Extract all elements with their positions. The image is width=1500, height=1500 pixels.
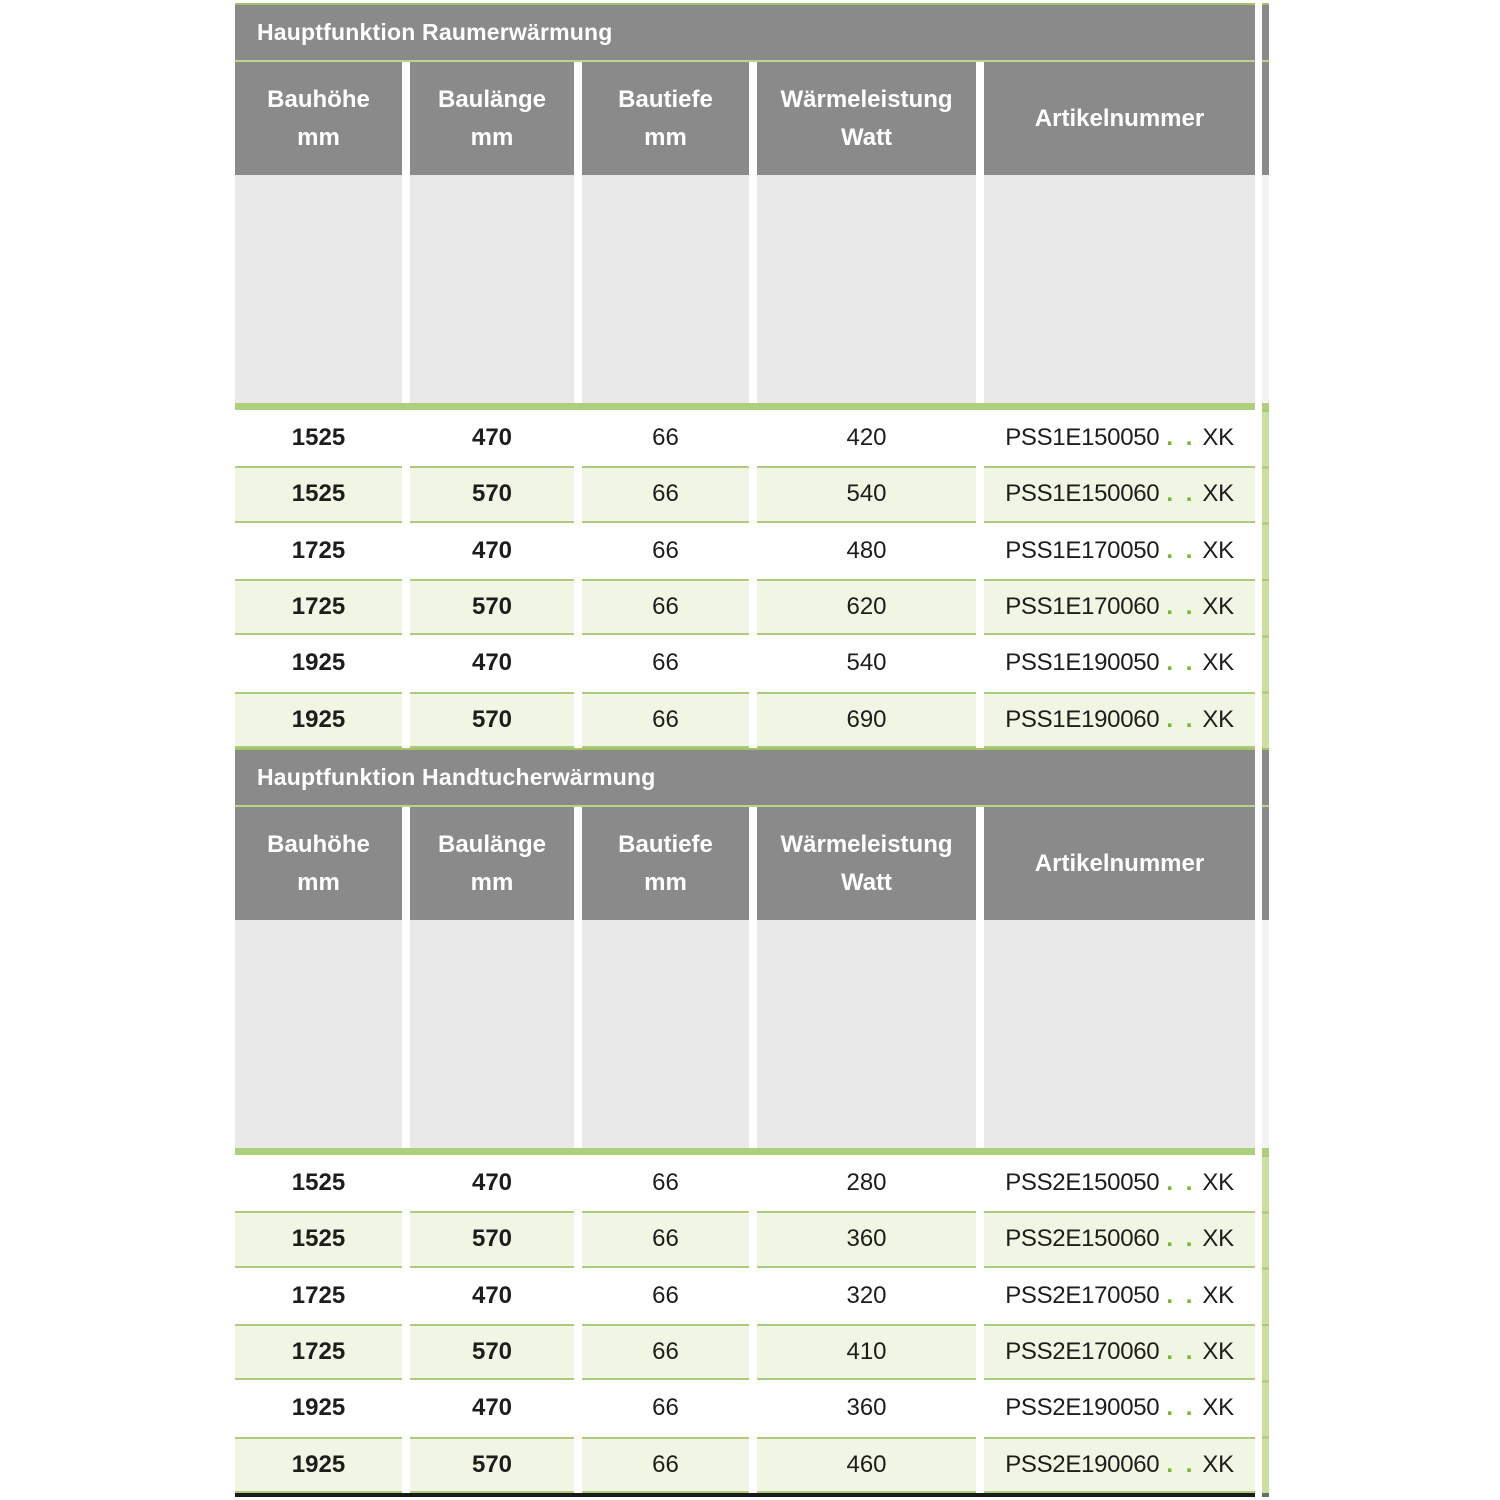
cell-baulaenge: 570 [410,1324,574,1380]
column-unit: Watt [840,123,893,151]
artikel-code: PSS2E170060 [1005,1338,1160,1366]
artikel-placeholder-dots-icon: . . [1166,593,1196,621]
cell-bautiefe: 66 [582,1211,749,1267]
cell-waermeleistung: 460 [757,1437,976,1493]
blank-cell [984,175,1255,403]
artikel-placeholder-dots-icon: . . [1166,480,1196,508]
cell-artikelnummer [984,1268,1255,1324]
table-row [235,523,1255,579]
artikel-placeholder-dots-icon: . . [1166,705,1196,733]
column-unit: mm [644,123,687,151]
cell-artikelnummer [984,635,1255,691]
blank-cell [235,175,402,403]
cell-bauhoehe: 1525 [235,1155,402,1211]
cell-waermeleistung: 410 [757,1324,976,1380]
blank-cell [984,920,1255,1148]
product-image-area [235,920,1255,1148]
artikel-suffix: XK [1202,1338,1234,1366]
artikel-code: PSS1E170060 [1005,593,1160,621]
column-unit: Watt [840,868,893,896]
column-header-artikelnummer [984,807,1255,920]
edge-accent-bar [1262,1148,1269,1155]
artikel-code: PSS2E190050 [1005,1394,1160,1422]
cell-artikelnummer [984,1155,1255,1211]
artikel-code: PSS2E190060 [1005,1450,1160,1478]
column-label: Bauhöhe [267,830,370,858]
blank-cell [410,920,574,1148]
artikel-code: PSS1E190050 [1005,649,1160,677]
cell-bauhoehe: 1525 [235,410,402,466]
column-label: Bauhöhe [267,85,370,113]
artikel-code: PSS2E150050 [1005,1169,1160,1197]
cell-waermeleistung: 320 [757,1268,976,1324]
artikel-suffix: XK [1202,536,1234,564]
cell-baulaenge: 570 [410,1211,574,1267]
cell-waermeleistung: 420 [757,410,976,466]
cell-baulaenge: 570 [410,1437,574,1493]
column-label: Artikelnummer [1034,849,1205,877]
cell-artikelnummer [984,1437,1255,1493]
artikel-placeholder-dots-icon: . . [1166,1394,1196,1422]
artikel-placeholder-dots-icon: . . [1166,536,1196,564]
table-row [235,1211,1255,1267]
cell-waermeleistung: 280 [757,1155,976,1211]
table-body [235,410,1255,748]
cell-bauhoehe: 1925 [235,692,402,748]
cell-artikelnummer [984,1324,1255,1380]
cell-baulaenge: 470 [410,410,574,466]
table-accent-bar [235,1148,1255,1155]
cell-bauhoehe: 1525 [235,1211,402,1267]
column-header-bauhoehe [235,62,402,175]
cell-artikelnummer [984,410,1255,466]
cell-bautiefe: 66 [582,523,749,579]
table-row [235,1380,1255,1436]
cell-bautiefe: 66 [582,1324,749,1380]
table-row [235,635,1255,691]
artikel-code: PSS1E190060 [1005,705,1160,733]
cell-baulaenge: 470 [410,1380,574,1436]
cell-artikelnummer [984,1380,1255,1436]
column-unit: mm [297,868,340,896]
artikel-suffix: XK [1202,649,1234,677]
cell-artikelnummer [984,466,1255,522]
table-title-bar [235,750,1255,805]
blank-cell [757,175,976,403]
table-row [235,1268,1255,1324]
artikel-suffix: XK [1202,1169,1234,1197]
blank-cell [582,920,749,1148]
cell-baulaenge: 470 [410,1268,574,1324]
column-unit: mm [644,868,687,896]
cell-baulaenge: 470 [410,523,574,579]
artikel-suffix: XK [1202,1281,1234,1309]
cell-bautiefe: 66 [582,1268,749,1324]
cell-bautiefe: 66 [582,579,749,635]
cell-waermeleistung: 540 [757,635,976,691]
cell-bautiefe: 66 [582,1155,749,1211]
column-unit: mm [297,123,340,151]
edge-rows [1262,1155,1269,1493]
artikel-suffix: XK [1202,424,1234,452]
artikel-suffix: XK [1202,1394,1234,1422]
cell-baulaenge: 570 [410,579,574,635]
cell-bauhoehe: 1925 [235,1437,402,1493]
cell-waermeleistung: 480 [757,523,976,579]
cell-bauhoehe: 1725 [235,1268,402,1324]
artikel-placeholder-dots-icon: . . [1166,1338,1196,1366]
table-bottom-rule [235,1493,1255,1497]
cell-waermeleistung: 360 [757,1380,976,1436]
artikel-suffix: XK [1202,593,1234,621]
artikel-suffix: XK [1202,480,1234,508]
cell-bauhoehe: 1725 [235,523,402,579]
cell-waermeleistung: 360 [757,1211,976,1267]
column-label: Artikelnummer [1034,104,1205,132]
edge-accent-bar [1262,403,1269,410]
table-row [235,692,1255,748]
column-label: Baulänge [437,830,547,858]
artikel-code: PSS1E150060 [1005,480,1160,508]
artikel-placeholder-dots-icon: . . [1166,1450,1196,1478]
edge-image-area [1262,175,1269,403]
edge-rows [1262,410,1269,748]
cell-bautiefe: 66 [582,692,749,748]
edge-bottom-rule [1262,1493,1269,1497]
column-header-artikelnummer [984,62,1255,175]
column-header-waermeleistung [757,62,976,175]
blank-cell [582,175,749,403]
table-row [235,1155,1255,1211]
cell-bauhoehe: 1725 [235,579,402,635]
column-unit: mm [470,123,514,151]
cell-bauhoehe: 1725 [235,1324,402,1380]
cell-artikelnummer [984,1211,1255,1267]
artikel-code: PSS2E170050 [1005,1281,1160,1309]
blank-cell [410,175,574,403]
artikel-suffix: XK [1202,1450,1234,1478]
artikel-code: PSS1E150050 [1005,424,1160,452]
table-title: Hauptfunktion Handtucherwärmung [257,764,656,790]
table-row [235,1437,1255,1493]
column-header-bautiefe [582,62,749,175]
cell-bautiefe: 66 [582,1437,749,1493]
artikel-placeholder-dots-icon: . . [1166,649,1196,677]
cell-artikelnummer [984,523,1255,579]
table-accent-bar [235,403,1255,410]
artikel-suffix: XK [1202,1225,1234,1253]
edge-title-band [1262,5,1269,60]
cell-waermeleistung: 690 [757,692,976,748]
edge-title-band [1262,750,1269,805]
column-header-row [235,807,1255,920]
cell-baulaenge: 470 [410,635,574,691]
cell-waermeleistung: 620 [757,579,976,635]
cell-artikelnummer [984,692,1255,748]
cell-waermeleistung: 540 [757,466,976,522]
product-image-area [235,175,1255,403]
table-title: Hauptfunktion Raumerwärmung [257,19,613,45]
artikel-suffix: XK [1202,705,1234,733]
cell-baulaenge: 470 [410,1155,574,1211]
artikel-code: PSS1E170050 [1005,536,1160,564]
edge-header-band [1262,62,1269,175]
table-row [235,466,1255,522]
cell-bauhoehe: 1925 [235,635,402,691]
blank-cell [235,920,402,1148]
column-label: Bautiefe [618,85,713,113]
edge-image-area [1262,920,1269,1148]
cell-bautiefe: 66 [582,466,749,522]
table-row [235,579,1255,635]
column-unit: mm [470,868,514,896]
artikel-placeholder-dots-icon: . . [1166,1169,1196,1197]
table-row [235,410,1255,466]
table-row [235,1324,1255,1380]
cell-bauhoehe: 1925 [235,1380,402,1436]
artikel-placeholder-dots-icon: . . [1166,424,1196,452]
blank-cell [757,920,976,1148]
column-label: Baulänge [437,85,547,113]
adjacent-table-edge-strip [1262,3,1269,1497]
cell-baulaenge: 570 [410,466,574,522]
edge-header-band [1262,807,1269,920]
cell-bautiefe: 66 [582,635,749,691]
table-handtucherwaermung [235,748,1255,1493]
column-header-baulaenge [410,62,574,175]
column-header-bauhoehe [235,807,402,920]
column-header-row [235,62,1255,175]
column-label: Wärmeleistung [780,830,953,858]
column-label: Wärmeleistung [780,85,953,113]
column-label: Bautiefe [618,830,713,858]
table-body [235,1155,1255,1493]
table-title-bar [235,5,1255,60]
table-raumerwaermung [235,3,1255,748]
cell-baulaenge: 570 [410,692,574,748]
cell-bauhoehe: 1525 [235,466,402,522]
artikel-placeholder-dots-icon: . . [1166,1225,1196,1253]
artikel-placeholder-dots-icon: . . [1166,1281,1196,1309]
artikel-code: PSS2E150060 [1005,1225,1160,1253]
column-header-baulaenge [410,807,574,920]
cell-bautiefe: 66 [582,410,749,466]
column-header-waermeleistung [757,807,976,920]
column-header-bautiefe [582,807,749,920]
cell-bautiefe: 66 [582,1380,749,1436]
cell-artikelnummer [984,579,1255,635]
